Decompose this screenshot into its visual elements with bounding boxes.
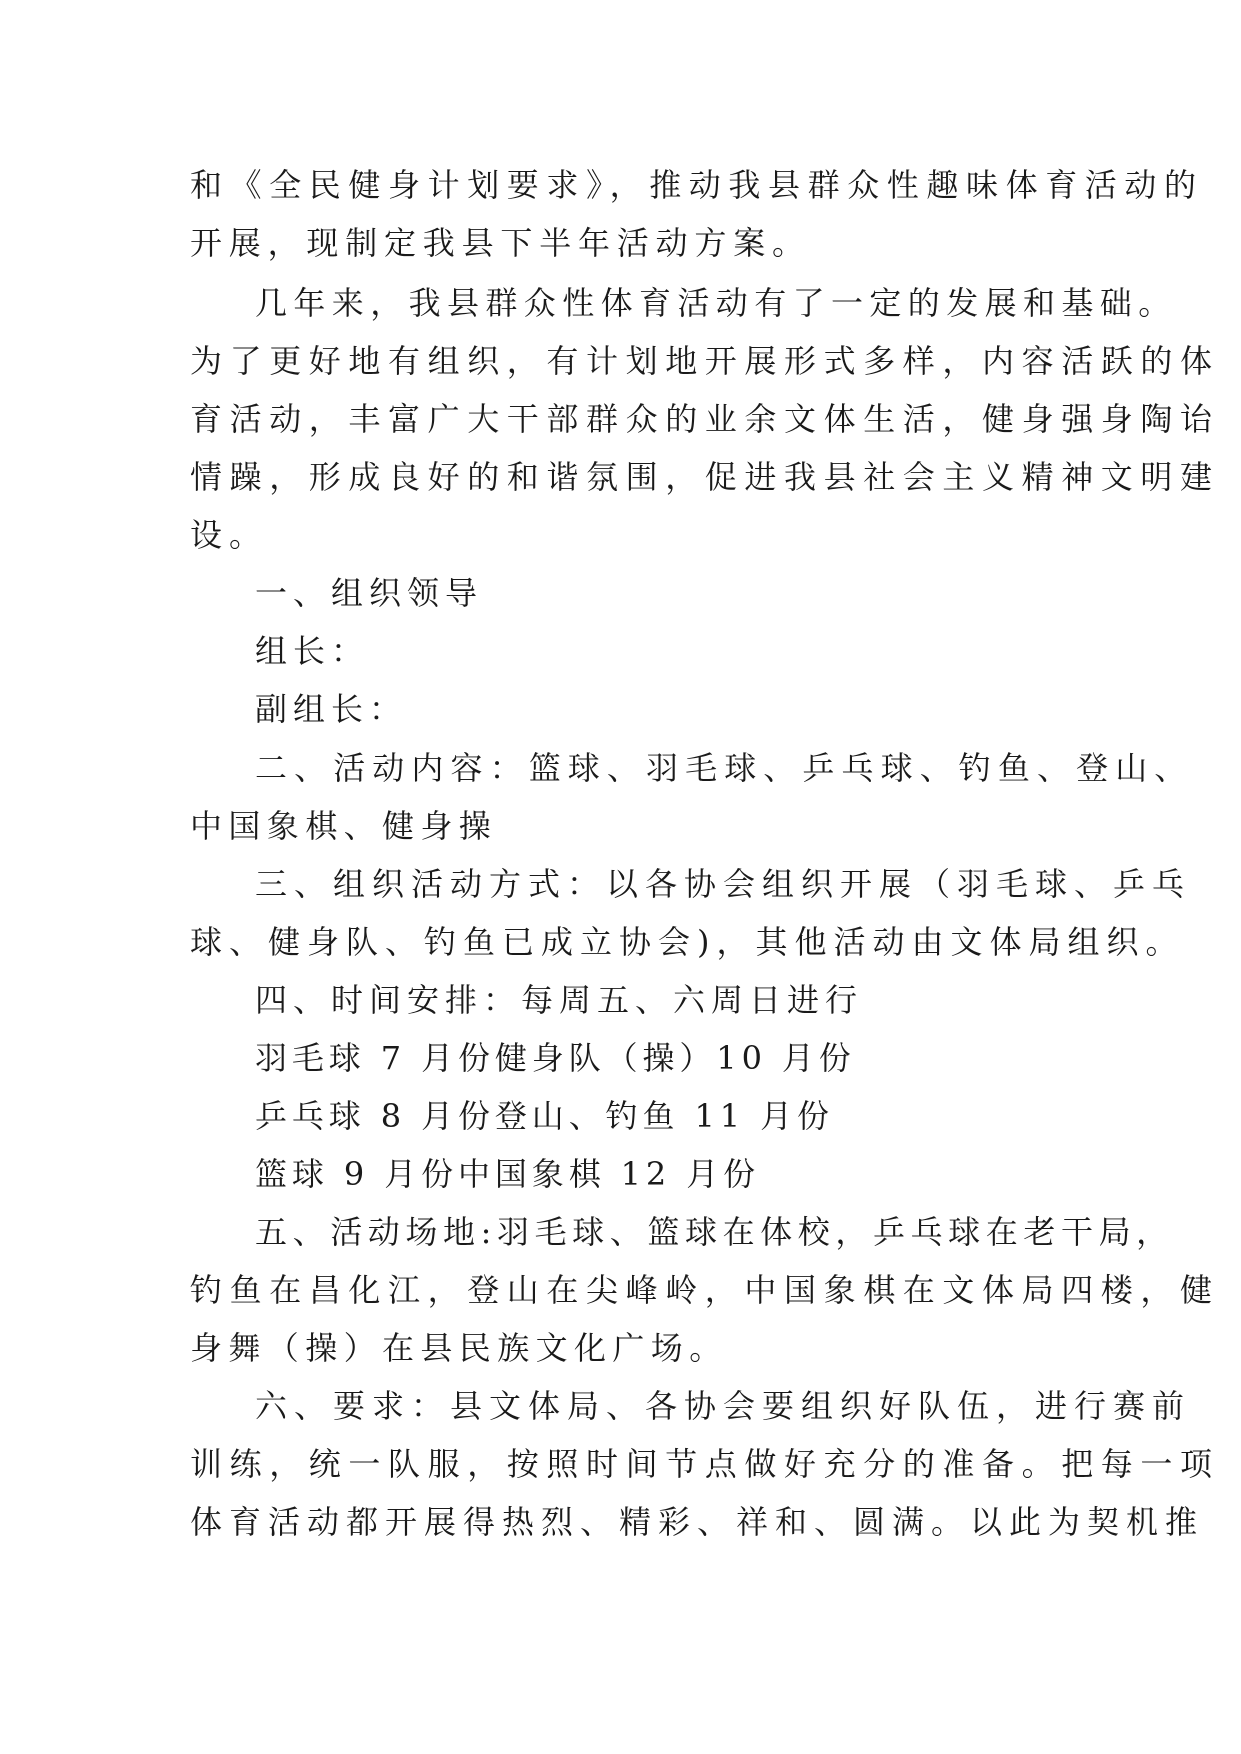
- team-leader-label: 组长：: [255, 632, 370, 670]
- text-line: 设。: [190, 516, 269, 554]
- schedule-row: 篮球 9 月份中国象棋 12 月份: [255, 1155, 761, 1193]
- schedule-row: 乒乓球 8 月份登山、钓鱼 11 月份: [255, 1097, 834, 1135]
- text-line: 情躁，形成良好的和谐氛围，促进我县社会主义精神文明建: [190, 458, 1220, 496]
- section-activity-content: 二、活动内容：篮球、羽毛球、乒乓球、钓鱼、登山、: [255, 749, 1194, 787]
- text-line: 训练，统一队服，按照时间节点做好充分的准备。把每一项: [190, 1445, 1220, 1483]
- section-heading-organization: 一、组织领导: [255, 574, 484, 612]
- text-line: 体育活动都开展得热烈、精彩、祥和、圆满。以此为契机推: [190, 1503, 1205, 1541]
- deputy-leader-label: 副组长：: [255, 690, 408, 728]
- text-line: 中国象棋、健身操: [190, 807, 498, 845]
- text-line: 为了更好地有组织，有计划地开展形式多样，内容活跃的体: [190, 342, 1220, 380]
- text-line: 球、健身队、钓鱼已成立协会)，其他活动由文体局组织。: [190, 923, 1185, 961]
- text-line: 开展，现制定我县下半年活动方案。: [190, 224, 811, 262]
- text-line: 和《全民健身计划要求》，推动我县群众性趣味体育活动的: [190, 166, 1204, 204]
- text-line: 钓鱼在昌化江，登山在尖峰岭，中国象棋在文体局四楼，健: [190, 1271, 1220, 1309]
- section-venues: 五、活动场地:羽毛球、篮球在体校，乒乓球在老干局，: [255, 1213, 1174, 1251]
- section-schedule: 四、时间安排：每周五、六周日进行: [255, 981, 864, 1019]
- section-requirements: 六、要求：县文体局、各协会要组织好队伍，进行赛前: [255, 1387, 1192, 1425]
- paragraph-first-line: 几年来，我县群众性体育活动有了一定的发展和基础。: [255, 284, 1177, 322]
- text-line: 身舞（操）在县民族文化广场。: [190, 1329, 728, 1367]
- schedule-row: 羽毛球 7 月份健身队（操）10 月份: [255, 1039, 856, 1077]
- text-line: 育活动，丰富广大干部群众的业余文体生活，健身强身陶诒: [190, 400, 1220, 438]
- section-organization-method: 三、组织活动方式：以各协会组织开展（羽毛球、乒乓: [255, 865, 1192, 903]
